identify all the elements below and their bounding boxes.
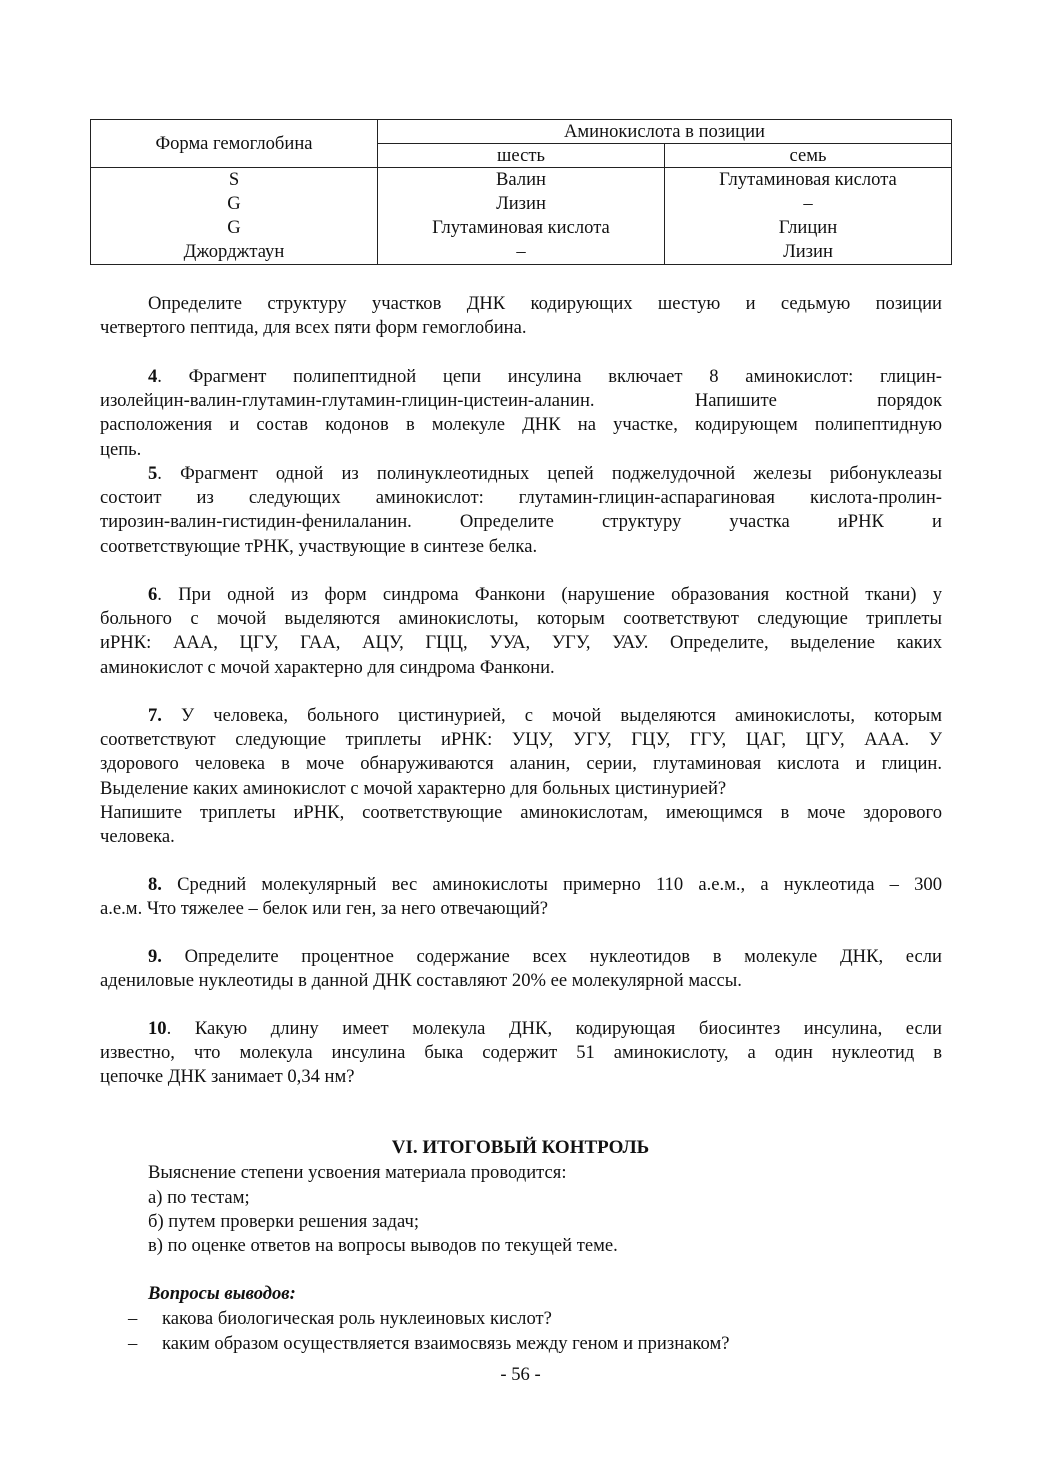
table-row (91, 168, 952, 193)
table-header-form: Форма гемоглобина (91, 120, 378, 168)
task-4: 4. Фрагмент полипептидной цепи инсулина включает 8 аминокислот: глицин- изолейцин-валин-глутамин-глутамин-глицин-цистеин-аланин. Напишите порядок расположения и состав кодонов в молекуле ДНК на участке, кодирующем полипептидную цепь. (100, 366, 942, 460)
task-6: 6. При одной из форм синдрома Фанкони (нарушение образования костной ткани) у больного с мочой выделяются аминокислоты, которым соответствуют следующие триплеты иРНК: ААА, ЦГУ, ГАА, АЦУ, ГЦЦ, УУА, УГУ, УАУ. Определите, выделение каких аминокислот с мочой характерно для синдрома Фанкони. (100, 584, 942, 678)
table-header-group: Аминокислота в позиции (378, 120, 952, 144)
section-heading: VI. ИТОГОВЫЙ КОНТРОЛЬ (391, 1137, 650, 1158)
task-9: 9. Определите процентное содержание всех нуклеотидов в молекуле ДНК, если адениловые нуклеотиды в данной ДНК составляют 20% ее молекулярной массы. (100, 946, 942, 992)
table-cell: – (378, 240, 665, 265)
hemoglobin-table (90, 119, 952, 265)
task-number: 6 (148, 584, 158, 605)
table-row (91, 240, 952, 265)
table-cell: Глицин (665, 216, 952, 240)
task-number: 5 (148, 463, 158, 484)
dash-bullet: – (128, 1308, 138, 1329)
task-number: 4 (148, 366, 158, 387)
list-item: б) путем проверки решения задач; (148, 1211, 420, 1232)
questions-title: Вопросы выводов: (148, 1283, 296, 1304)
table-row (91, 216, 952, 240)
table-cell: Джорджтаун (91, 240, 378, 265)
table-cell: – (665, 192, 952, 216)
list-item: в) по оценке ответов на вопросы выводов по текущей теме. (148, 1235, 618, 1256)
table-cell: Лизин (665, 240, 952, 265)
section-intro: Выяснение степени усвоения материала проводится: (148, 1162, 567, 1183)
question-item: – какова биологическая роль нуклеиновых кислот? (128, 1307, 552, 1331)
task-number: 7. (148, 705, 162, 726)
dash-bullet: – (128, 1333, 138, 1354)
task-8: 8. Средний молекулярный вес аминокислоты примерно 110 а.е.м., а нуклеотида – 300 а.е.м. Что тяжелее – белок или ген, за него отвечающий? (100, 874, 942, 920)
question-item: – каким образом осуществляется взаимосвязь между геном и признаком? (128, 1332, 729, 1356)
table-header-six: шесть (378, 144, 665, 168)
task-5: 5. Фрагмент одной из полинуклеотидных цепей поджелудочной железы рибонуклеазы состоит из следующих аминокислот: глутамин-глицин-аспарагиновая кислота-пролин- тирозин-валин-гистидин-фенилаланин. Определите структуру участка иРНК и соответствующие тРНК, участвующие в синтезе белка. (100, 463, 942, 557)
page-number: - 56 - (500, 1364, 541, 1385)
task-number: 8. (148, 874, 162, 895)
intro-paragraph: Определите структуру участков ДНК кодирующих шестую и седьмую позиции четвертого пептида, для всех пяти форм гемоглобина. (100, 293, 942, 339)
table-cell: Валин (378, 168, 665, 193)
table-header-seven: семь (665, 144, 952, 168)
task-number: 10 (148, 1018, 167, 1039)
table-row (91, 192, 952, 216)
list-item: а) по тестам; (148, 1187, 250, 1208)
table-cell: Лизин (378, 192, 665, 216)
task-10: 10. Какую длину имеет молекула ДНК, кодирующая биосинтез инсулина, если известно, что молекула инсулина быка содержит 51 аминокислоту, а один нуклеотид в цепочке ДНК занимает 0,34 нм? (100, 1018, 942, 1088)
table-cell: S (91, 168, 378, 193)
table-cell: Глутаминовая кислота (378, 216, 665, 240)
table-cell: G (91, 192, 378, 216)
table-cell: Глутаминовая кислота (665, 168, 952, 193)
task-number: 9. (148, 946, 162, 967)
task-7: 7. У человека, больного цистинурией, с мочой выделяются аминокислоты, которым соответствуют следующие триплеты иРНК: УЦУ, УГУ, ГЦУ, ГГУ, ЦАГ, ЦГУ, ААА. У здорового человека в моче обнаруживаются аланин, серии, глутаминовая кислота и глицин. Выделение каких аминокислот с мочой характерно для больных цистинурией? Напишите триплеты иРНК, соответствующие аминокислотам, имеющимся в моче здорового человека. (100, 705, 942, 847)
table-cell: G (91, 216, 378, 240)
